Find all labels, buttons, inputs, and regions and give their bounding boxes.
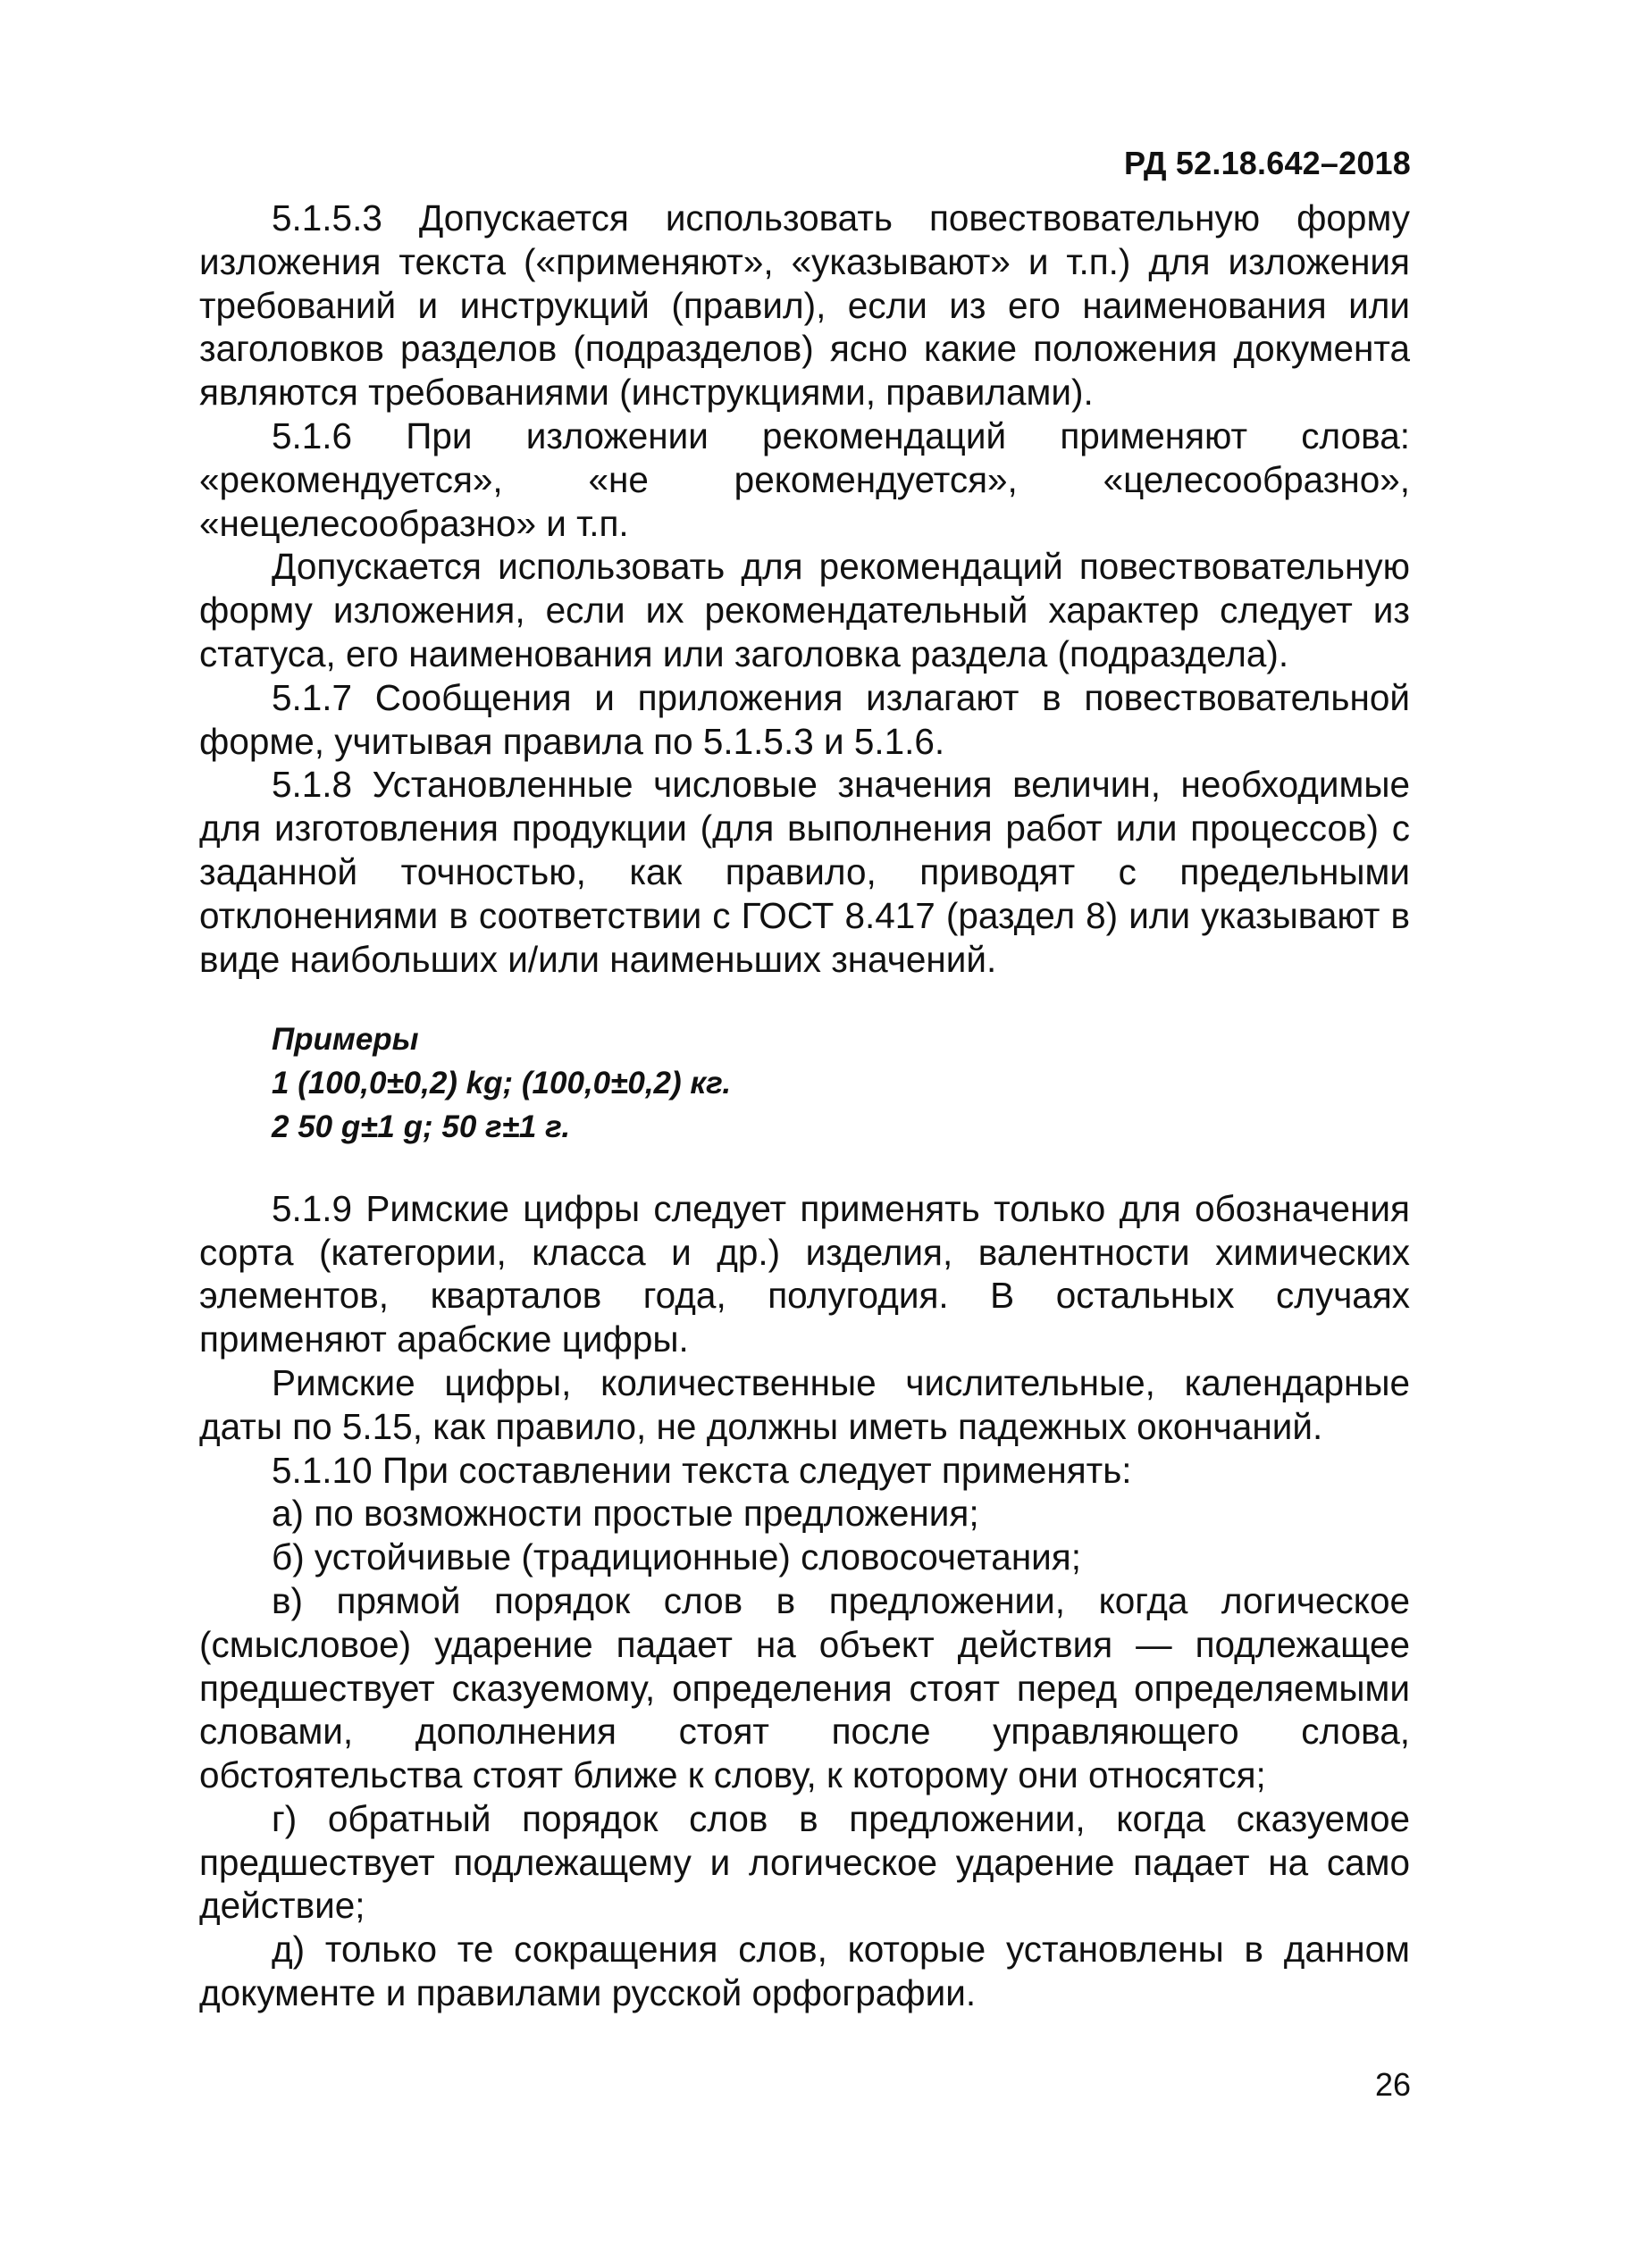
list-item-v: в) прямой порядок слов в предложении, когда логическое (смысловое) ударение падает на объект действия — подлежащее предшествует сказуемому, определения стоят перед определяемыми словами, дополнения стоят после управляющего слова, обстоятельства стоят ближе к слову, к которому они относятся;: [199, 1579, 1410, 1796]
paragraph-5-1-9-continued: Римские цифры, количественные числительные, календарные даты по 5.15, как правило, не должны иметь падежных окончаний.: [199, 1361, 1410, 1447]
list-item-d: д) только те сокращения слов, которые установлены в данном документе и правилами русской орфографии.: [199, 1929, 1410, 2014]
paragraph-5-1-8: 5.1.8 Установленные числовые значения величин, необходимые для изготовления продукции (для выполнения работ или процессов) с заданной точностью, как правило, приводят с предельными отклонениями в соответствии с ГОСТ 8.417 (раздел 8) или указывают в виде наибольших и/или наименьших значений.: [199, 764, 1410, 980]
paragraph-5-1-7: 5.1.7 Сообщения и приложения излагают в повествовательной форме, учитывая правила по 5.1.5.3 и 5.1.6.: [199, 676, 1410, 762]
paragraph-5-1-6: 5.1.6 При изложении рекомендаций применяют слова: «рекомендуется», «не рекомендуется», «целесообразно», «нецелесообразно» и т.п.: [199, 414, 1410, 544]
example-line-1: 1 (100,0±0,2) kg; (100,0±0,2) кг.: [272, 1066, 732, 1101]
example-line-2: 2 50 g±1 g; 50 г±1 г.: [272, 1109, 571, 1144]
paragraph-5-1-6-continued: Допускается использовать для рекомендаций повествовательную форму изложения, если их рекомендательный характер следует из статуса, его наименования или заголовка раздела (подраздела).: [199, 546, 1410, 674]
paragraph-5-1-10: 5.1.10 При составлении текста следует применять:: [272, 1449, 1132, 1491]
examples-block: [199, 1018, 1410, 1149]
page-number: 26: [1374, 2066, 1411, 2103]
list-item-g: г) обратный порядок слов в предложении, когда сказуемое предшествует подлежащему и логическое ударение падает на само действие;: [199, 1797, 1410, 1927]
list-item-b: б) устойчивые (традиционные) словосочетания;: [272, 1536, 1081, 1578]
paragraph-5-1-9: 5.1.9 Римские цифры следует применять только для обозначения сорта (категории, класса и др.) изделия, валентности химических элементов, кварталов года, полугодия. В остальных случаях применяют арабские цифры.: [199, 1187, 1410, 1360]
list-item-a: а) по возможности простые предложения;: [272, 1493, 979, 1535]
paragraph-5-1-5-3: 5.1.5.3 Допускается использовать повествовательную форму изложения текста («применяют», «указывают» и т.п.) для изложения требований и инструкций (правил), если из его наименования или заголовков разделов (подразделов) ясно какие положения документа являются требованиями (инструкциями, правилами).: [199, 197, 1410, 414]
document-code-header: РД 52.18.642–2018: [1123, 145, 1411, 181]
examples-title: Примеры: [272, 1022, 419, 1058]
document-body: [199, 197, 1410, 2015]
